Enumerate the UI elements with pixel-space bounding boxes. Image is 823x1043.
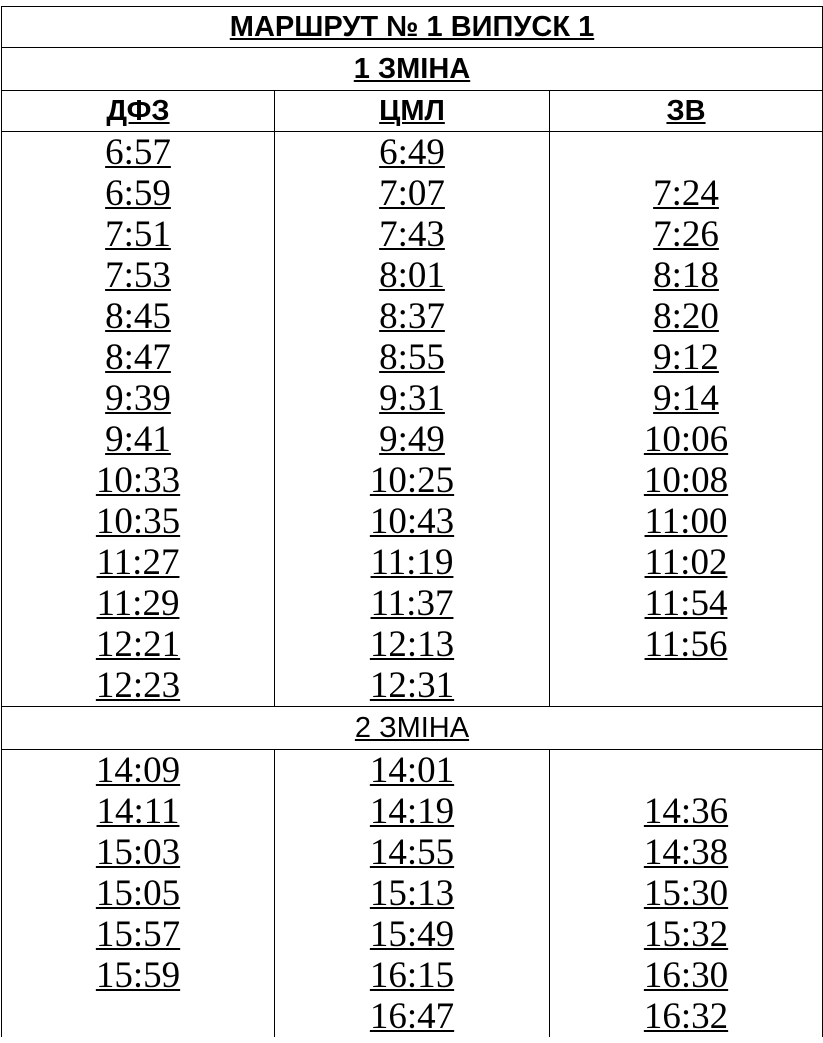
table-row <box>2 460 823 501</box>
schedule-title: МАРШРУТ № 1 ВИПУСК 1 <box>2 7 823 48</box>
table-row <box>2 873 823 914</box>
time-cell-dfz: 8:45 <box>2 296 275 337</box>
time-cell-zv: 9:12 <box>550 337 823 378</box>
time-cell-dfz: 10:35 <box>2 501 275 542</box>
time-cell-dfz: 14:11 <box>2 791 275 832</box>
time-cell-dfz: 7:51 <box>2 214 275 255</box>
time-cell-zv: 16:30 <box>550 955 823 996</box>
shift-1-times <box>2 132 823 707</box>
table-row <box>2 501 823 542</box>
time-cell-dfz: 6:59 <box>2 173 275 214</box>
time-cell-dfz: 15:03 <box>2 832 275 873</box>
column-header-tsml: ЦМЛ <box>275 91 550 132</box>
time-cell-dfz: 15:57 <box>2 914 275 955</box>
time-cell-zv: 8:20 <box>550 296 823 337</box>
time-cell-tsml: 10:43 <box>275 501 550 542</box>
time-cell-dfz: 11:27 <box>2 542 275 583</box>
table-row <box>2 832 823 873</box>
table-row <box>2 419 823 460</box>
time-cell-tsml: 7:43 <box>275 214 550 255</box>
time-cell-tsml: 8:55 <box>275 337 550 378</box>
time-cell-tsml: 11:37 <box>275 583 550 624</box>
shift-2-times <box>2 750 823 1038</box>
table-row <box>2 583 823 624</box>
time-cell-zv: 14:38 <box>550 832 823 873</box>
time-cell-tsml: 10:25 <box>275 460 550 501</box>
table-row <box>2 914 823 955</box>
time-cell-dfz: 9:41 <box>2 419 275 460</box>
time-cell-tsml: 6:49 <box>275 132 550 174</box>
time-cell-tsml: 14:19 <box>275 791 550 832</box>
time-cell-dfz: 11:29 <box>2 583 275 624</box>
shift-1-label: 1 ЗМІНА <box>2 48 823 91</box>
time-cell-zv: 8:18 <box>550 255 823 296</box>
time-cell-zv <box>550 750 823 792</box>
column-header-zv: ЗВ <box>550 91 823 132</box>
time-cell-tsml: 9:49 <box>275 419 550 460</box>
table-row <box>2 378 823 419</box>
time-cell-dfz: 6:57 <box>2 132 275 174</box>
time-cell-tsml: 16:15 <box>275 955 550 996</box>
column-header-row <box>2 91 823 132</box>
time-cell-tsml: 16:47 <box>275 996 550 1037</box>
time-cell-dfz <box>2 996 275 1037</box>
time-cell-zv: 11:00 <box>550 501 823 542</box>
time-cell-tsml: 15:13 <box>275 873 550 914</box>
time-cell-tsml: 8:01 <box>275 255 550 296</box>
time-cell-tsml: 9:31 <box>275 378 550 419</box>
time-cell-tsml: 12:13 <box>275 624 550 665</box>
time-cell-tsml: 15:49 <box>275 914 550 955</box>
time-cell-dfz: 14:09 <box>2 750 275 792</box>
table-row <box>2 296 823 337</box>
table-row <box>2 996 823 1037</box>
table-row <box>2 132 823 174</box>
time-cell-zv <box>550 665 823 707</box>
shift-1-row <box>2 48 823 91</box>
time-cell-dfz: 12:21 <box>2 624 275 665</box>
time-cell-dfz: 10:33 <box>2 460 275 501</box>
time-cell-zv: 15:32 <box>550 914 823 955</box>
time-cell-zv: 11:02 <box>550 542 823 583</box>
time-cell-dfz: 12:23 <box>2 665 275 707</box>
time-cell-tsml: 14:01 <box>275 750 550 792</box>
route-schedule-table <box>1 6 823 1037</box>
time-cell-dfz: 8:47 <box>2 337 275 378</box>
time-cell-zv: 9:14 <box>550 378 823 419</box>
time-cell-zv: 7:24 <box>550 173 823 214</box>
shift-2-row <box>2 707 823 750</box>
time-cell-zv: 7:26 <box>550 214 823 255</box>
table-row <box>2 255 823 296</box>
time-cell-dfz: 15:59 <box>2 955 275 996</box>
time-cell-zv <box>550 132 823 174</box>
table-row <box>2 750 823 792</box>
time-cell-tsml: 12:31 <box>275 665 550 707</box>
column-header-dfz: ДФЗ <box>2 91 275 132</box>
table-row <box>2 791 823 832</box>
time-cell-dfz: 9:39 <box>2 378 275 419</box>
time-cell-dfz: 7:53 <box>2 255 275 296</box>
time-cell-zv: 11:56 <box>550 624 823 665</box>
title-row <box>2 7 823 48</box>
time-cell-zv: 16:32 <box>550 996 823 1037</box>
table-row <box>2 955 823 996</box>
table-row <box>2 337 823 378</box>
time-cell-zv: 15:30 <box>550 873 823 914</box>
table-row <box>2 214 823 255</box>
time-cell-dfz: 15:05 <box>2 873 275 914</box>
time-cell-tsml: 11:19 <box>275 542 550 583</box>
table-row <box>2 665 823 707</box>
table-row <box>2 542 823 583</box>
time-cell-tsml: 7:07 <box>275 173 550 214</box>
time-cell-tsml: 14:55 <box>275 832 550 873</box>
time-cell-zv: 10:06 <box>550 419 823 460</box>
table-row <box>2 624 823 665</box>
time-cell-zv: 10:08 <box>550 460 823 501</box>
time-cell-zv: 11:54 <box>550 583 823 624</box>
time-cell-tsml: 8:37 <box>275 296 550 337</box>
table-row <box>2 173 823 214</box>
time-cell-zv: 14:36 <box>550 791 823 832</box>
shift-2-label: 2 ЗМІНА <box>2 707 823 750</box>
